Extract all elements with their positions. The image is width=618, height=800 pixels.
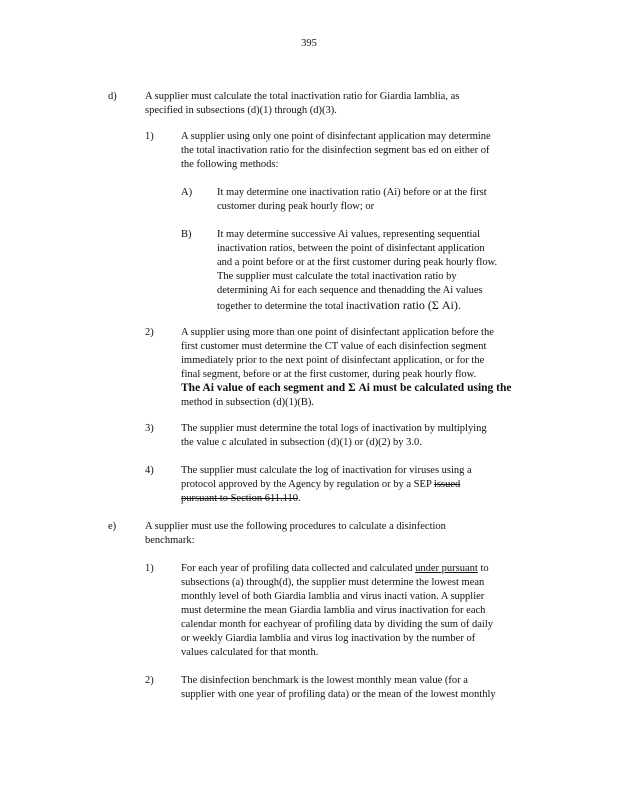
- item-d2-label: 2): [145, 327, 154, 338]
- text-line: [181, 562, 489, 576]
- text-line: monthly level of both Giardia lamblia and virus inacti vation. A supplier: [181, 591, 485, 602]
- text-line: The supplier must calculate the log of inactivation for viruses using a: [181, 465, 472, 476]
- text-line: A supplier using only one point of disinfectant application may determine: [181, 131, 491, 142]
- text-line: customer during peak hourly flow; or: [217, 201, 375, 212]
- text-line: specified in subsections (d)(1) through (d)(3).: [145, 105, 337, 116]
- subsection-d-label: d): [108, 91, 117, 102]
- text-line: benchmark:: [145, 535, 195, 546]
- text-line: A supplier must calculate the total inactivation ratio for Giardia lamblia, as: [145, 91, 460, 102]
- text-line: final segment, before or at the first customer, during peak hourly flow.: [181, 369, 477, 380]
- text-line: calendar month for eachyear of profiling data by dividing the sum of daily: [181, 619, 493, 630]
- text-line: subsections (a) through(d), the supplier must determine the lowest mean: [181, 577, 485, 588]
- text-run: .: [298, 493, 301, 504]
- item-d3-label: 3): [145, 423, 154, 434]
- text-run: together to determine the total inact: [217, 301, 367, 312]
- item-d4-label: 4): [145, 465, 154, 476]
- text-line: [217, 298, 461, 314]
- text-run: to: [477, 563, 489, 574]
- inserted-text-line: The Ai value of each segment and Σ Ai must be calculated using the: [181, 382, 512, 394]
- text-line: The supplier must calculate the total inactivation ratio by: [217, 271, 457, 282]
- item-d1B-label: B): [181, 229, 192, 240]
- item-d1-label: 1): [145, 131, 154, 142]
- text-line: values calculated for that month.: [181, 647, 319, 658]
- text-line: [181, 492, 301, 506]
- text-line: supplier with one year of profiling data) or the mean of the lowest monthly: [181, 689, 496, 700]
- text-line: A supplier using more than one point of disinfectant application before the: [181, 327, 494, 338]
- underlined-text: under pursuant: [415, 563, 478, 574]
- text-line: It may determine successive Ai values, representing sequential: [217, 229, 480, 240]
- struck-text: issued: [434, 479, 461, 490]
- text-line: first customer must determine the CT value of each disinfection segment: [181, 341, 487, 352]
- text-line: must determine the mean Giardia lamblia and virus inactivation for each: [181, 605, 486, 616]
- formula-text: ivation ratio (Σ Ai).: [366, 298, 461, 312]
- text-line: immediately prior to the next point of disinfectant application, or for the: [181, 355, 485, 366]
- text-line: the total inactivation ratio for the disinfection segment bas ed on either of: [181, 145, 490, 156]
- text-run: protocol approved by the Agency by regulation or by a SEP: [181, 479, 435, 490]
- text-line: the value c alculated in subsection (d)(1) or (d)(2) by 3.0.: [181, 437, 422, 448]
- page-number: 395: [301, 38, 317, 49]
- text-line: the following methods:: [181, 159, 279, 170]
- text-line: and a point before or at the first customer during peak hourly flow.: [217, 257, 498, 268]
- item-d1A-label: A): [181, 187, 193, 198]
- text-line: method in subsection (d)(1)(B).: [181, 397, 314, 408]
- item-e1-label: 1): [145, 563, 154, 574]
- text-line: inactivation ratios, between the point of disinfectant application: [217, 243, 485, 254]
- subsection-e-label: e): [108, 521, 117, 532]
- text-line: The disinfection benchmark is the lowest monthly mean value (for a: [181, 675, 468, 686]
- item-e2-label: 2): [145, 675, 154, 686]
- struck-text: pursuant to Section 611.110: [181, 493, 299, 504]
- text-line: or weekly Giardia lamblia and virus log inactivation by the number of: [181, 633, 476, 644]
- text-line: determining Ai for each sequence and thenadding the Ai values: [217, 285, 483, 296]
- text-line: A supplier must use the following procedures to calculate a disinfection: [145, 521, 446, 532]
- text-line: The supplier must determine the total logs of inactivation by multiplying: [181, 423, 487, 434]
- text-line: [181, 478, 460, 492]
- text-line: It may determine one inactivation ratio (Ai) before or at the first: [217, 187, 487, 198]
- text-run: For each year of profiling data collected and calculated: [181, 563, 416, 574]
